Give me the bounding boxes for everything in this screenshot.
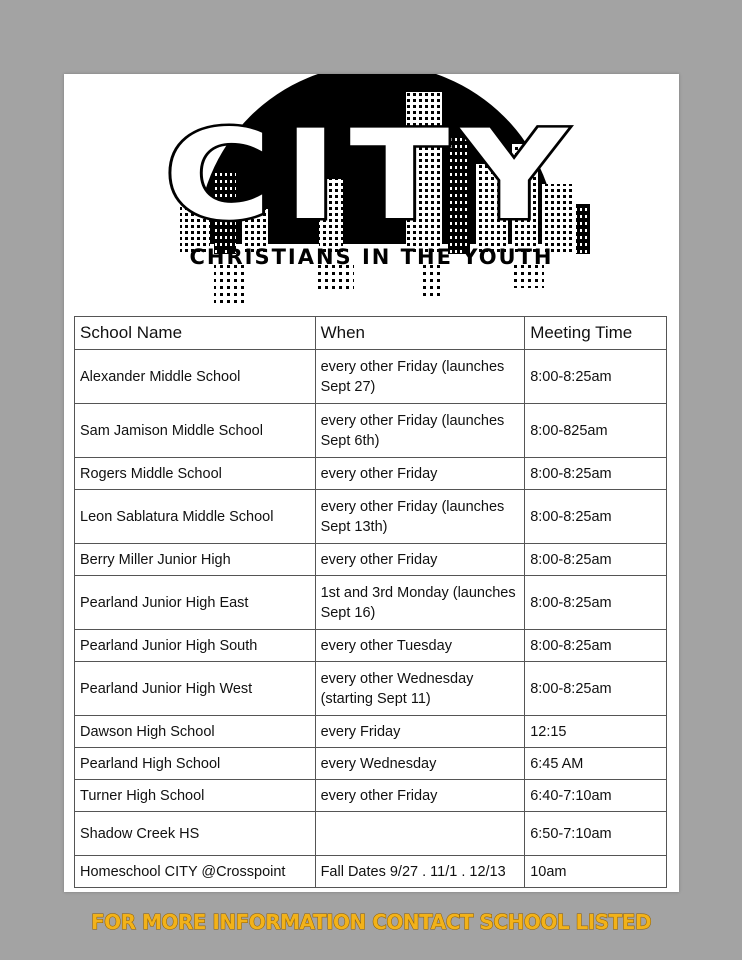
meeting-time-cell: 10am <box>525 856 667 888</box>
table-row <box>75 490 667 544</box>
flyer-sheet <box>64 74 679 892</box>
contact-footer: FOR MORE INFORMATION CONTACT SCHOOL LISTED <box>90 910 652 934</box>
school-name-cell: Turner High School <box>75 780 316 812</box>
meeting-time-cell: 6:45 AM <box>525 748 667 780</box>
meeting-time-cell: 8:00-8:25am <box>525 458 667 490</box>
school-name-cell: Pearland Junior High South <box>75 630 316 662</box>
when-cell: every other Friday <box>315 780 525 812</box>
when-cell: every other Friday <box>315 458 525 490</box>
meeting-time-cell: 8:00-8:25am <box>525 350 667 404</box>
table-row <box>75 780 667 812</box>
header-when: When <box>315 317 525 350</box>
table-row <box>75 812 667 856</box>
when-cell <box>315 812 525 856</box>
school-name-cell: Rogers Middle School <box>75 458 316 490</box>
table-row <box>75 576 667 630</box>
meeting-time-cell: 8:00-8:25am <box>525 662 667 716</box>
when-cell: every other Friday (launches Sept 6th) <box>315 404 525 458</box>
table-row <box>75 458 667 490</box>
table-header-row <box>75 317 667 350</box>
when-cell: every other Tuesday <box>315 630 525 662</box>
table-row <box>75 350 667 404</box>
meeting-time-cell: 12:15 <box>525 716 667 748</box>
school-name-cell: Pearland Junior High West <box>75 662 316 716</box>
school-name-cell: Homeschool CITY @Crosspoint <box>75 856 316 888</box>
school-name-cell: Sam Jamison Middle School <box>75 404 316 458</box>
meeting-time-cell: 6:40-7:10am <box>525 780 667 812</box>
table-row <box>75 716 667 748</box>
when-cell: every Friday <box>315 716 525 748</box>
school-name-cell: Alexander Middle School <box>75 350 316 404</box>
meeting-time-cell: 8:00-8:25am <box>525 576 667 630</box>
school-name-cell: Pearland Junior High East <box>75 576 316 630</box>
header-school-name: School Name <box>75 317 316 350</box>
when-cell: Fall Dates 9/27 . 11/1 . 12/13 <box>315 856 525 888</box>
table-row <box>75 856 667 888</box>
school-name-cell: Leon Sablatura Middle School <box>75 490 316 544</box>
when-cell: every other Friday (launches Sept 13th) <box>315 490 525 544</box>
header-meeting-time: Meeting Time <box>525 317 667 350</box>
when-cell: every other Friday <box>315 544 525 576</box>
logo-subtitle: CHRISTIANS IN THE YOUTH <box>189 245 554 269</box>
table-row <box>75 404 667 458</box>
meeting-time-cell: 8:00-8:25am <box>525 490 667 544</box>
when-cell: 1st and 3rd Monday (launches Sept 16) <box>315 576 525 630</box>
table-row <box>75 748 667 780</box>
table-row <box>75 630 667 662</box>
when-cell: every other Friday (launches Sept 27) <box>315 350 525 404</box>
meeting-time-cell: 8:00-8:25am <box>525 630 667 662</box>
school-name-cell: Berry Miller Junior High <box>75 544 316 576</box>
logo-wordmark: CITY <box>164 104 579 248</box>
table-row <box>75 544 667 576</box>
when-cell: every other Wednesday (starting Sept 11) <box>315 662 525 716</box>
school-name-cell: Pearland High School <box>75 748 316 780</box>
school-name-cell: Dawson High School <box>75 716 316 748</box>
meeting-time-cell: 8:00-8:25am <box>525 544 667 576</box>
meeting-time-cell: 8:00-825am <box>525 404 667 458</box>
meeting-time-cell: 6:50-7:10am <box>525 812 667 856</box>
city-logo <box>64 74 679 314</box>
when-cell: every Wednesday <box>315 748 525 780</box>
table-row <box>75 662 667 716</box>
school-name-cell: Shadow Creek HS <box>75 812 316 856</box>
meeting-schedule-table <box>74 316 667 888</box>
